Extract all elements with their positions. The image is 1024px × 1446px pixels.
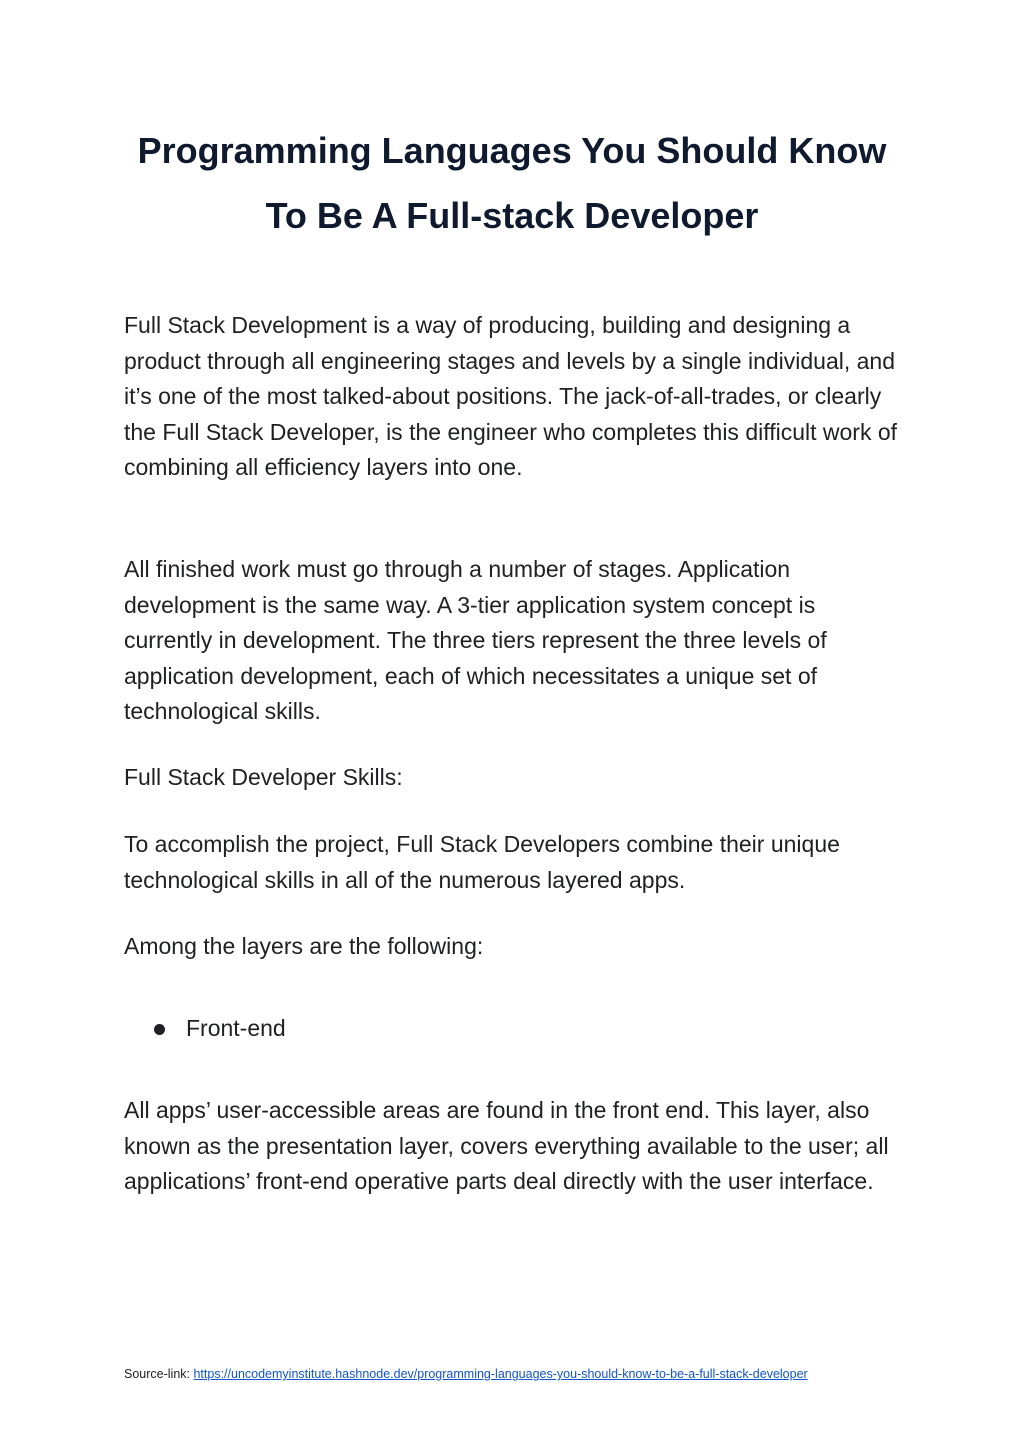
paragraph-intro: Full Stack Development is a way of producing, building and designing a product through all engineering stages and levels by a single individual, and it’s one of the most talked-about positions. The jack-of-all-trades, or clearly the Full Stack Developer, is the engineer who completes this difficult work of combining all efficiency layers into one. <box>124 312 898 481</box>
source-link[interactable]: https://uncodemyinstitute.hashnode.dev/programming-languages-you-should-know-to-be-a-full-stack-developer <box>193 1367 808 1381</box>
paragraph-stages: All finished work must go through a number of stages. Application development is the same way. A 3-tier application system concept is currently in development. The three tiers represent the three levels of application development, each of which necessitates a unique set of technological skills. <box>124 556 827 725</box>
paragraph-front-end: All apps’ user-accessible areas are found in the front end. This layer, also known as the presentation layer, covers everything available to the user; all applications’ front-end operative parts deal directly with the user interface. <box>124 1097 889 1195</box>
document-title <box>100 118 924 248</box>
paragraph-layers-intro: Among the layers are the following: <box>124 933 484 959</box>
source-label: Source-link: <box>124 1367 194 1381</box>
paragraph-accomplish: To accomplish the project, Full Stack Developers combine their unique technological skills in all of the numerous layered apps. <box>124 831 840 893</box>
title-line-2: To Be A Full-stack Developer <box>265 195 759 236</box>
bullet-dot-icon <box>154 1024 165 1035</box>
paragraph-skills-heading: Full Stack Developer Skills: <box>124 764 403 790</box>
source-footer <box>124 1366 808 1382</box>
title-line-1: Programming Languages You Should Know <box>137 130 887 171</box>
bullet-item-label: Front-end <box>186 1015 286 1041</box>
bullet-list-item <box>154 1011 286 1047</box>
